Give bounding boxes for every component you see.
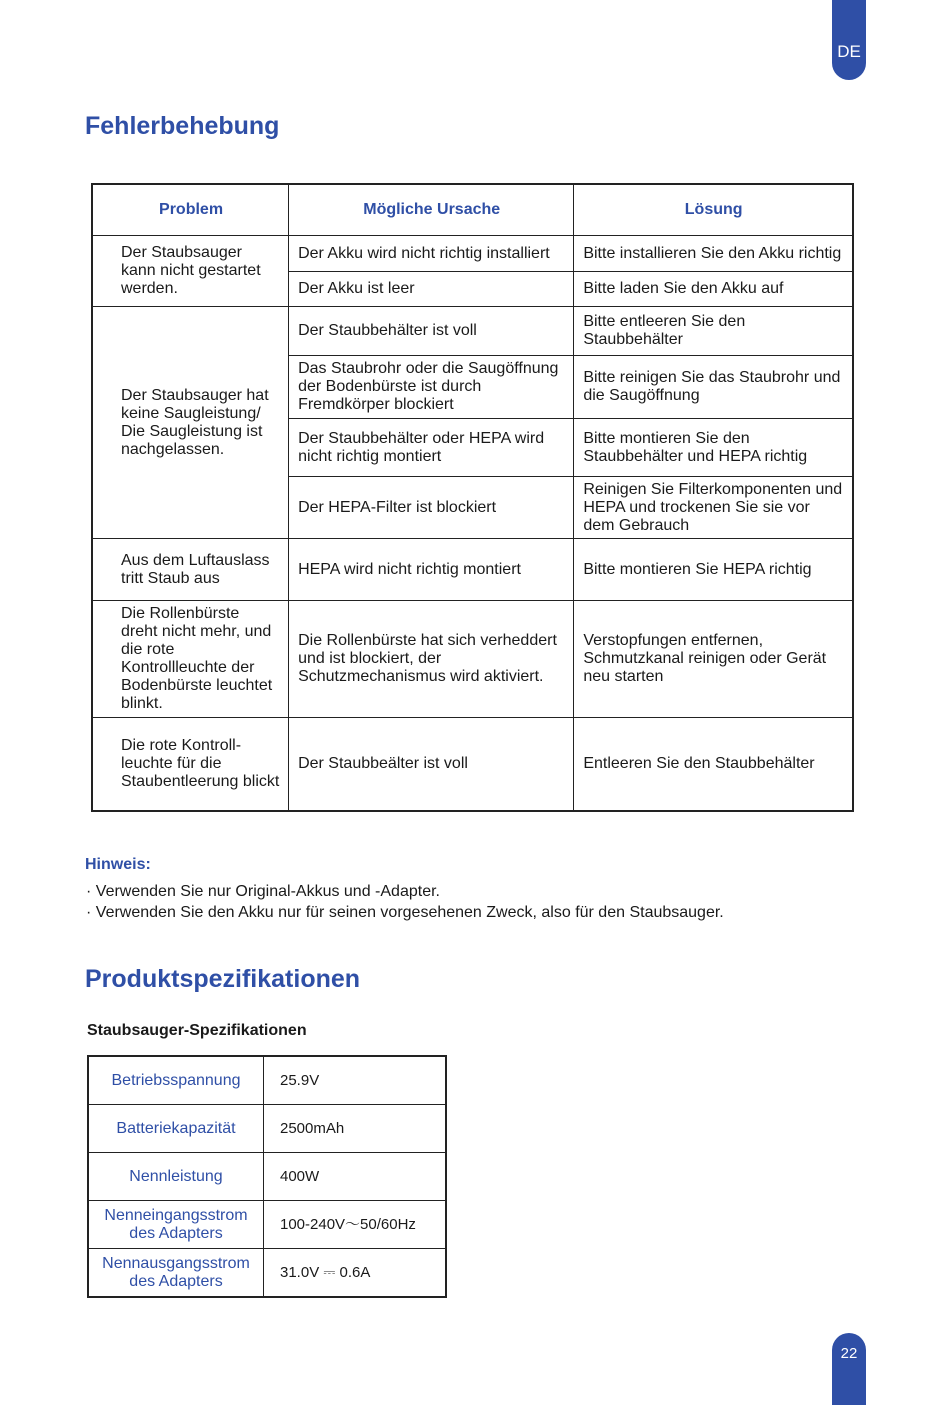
spec-value: 400W — [264, 1153, 447, 1201]
table-row — [92, 236, 853, 272]
solution-cell: Bitte reinigen Sie das Staubrohr und die Saugöffnung — [574, 356, 853, 419]
header-problem: Problem — [92, 184, 289, 236]
problem-cell: Der Staubsauger kann nicht gestartet werden. — [92, 236, 289, 307]
table-row — [92, 539, 853, 601]
cause-cell: Der HEPA-Filter ist blockiert — [289, 477, 574, 539]
solution-cell: Bitte montieren Sie den Staubbehälter und HEPA richtig — [574, 419, 853, 477]
language-tab: DE — [832, 0, 866, 80]
troubleshooting-table — [91, 183, 854, 812]
list-item: · Verwenden Sie nur Original-Akkus und -Adapter. — [86, 881, 724, 902]
header-cause: Mögliche Ursache — [289, 184, 574, 236]
list-item: · Verwenden Sie den Akku nur für seinen vorgesehenen Zweck, also für den Staubsauger. — [86, 902, 724, 923]
solution-cell: Bitte installieren Sie den Akku richtig — [574, 236, 853, 272]
spec-value: 100-240V～50/60Hz — [264, 1201, 447, 1249]
spec-label: Betriebsspannung — [88, 1056, 264, 1105]
solution-cell: Bitte montieren Sie HEPA richtig — [574, 539, 853, 601]
solution-cell: Reinigen Sie Filterkomponenten und HEPA und trockenen Sie sie vor dem Gebrauch — [574, 477, 853, 539]
table-header-row — [92, 184, 853, 236]
spec-label: Batteriekapazität — [88, 1105, 264, 1153]
specifications-title: Produktspezifikationen — [85, 965, 361, 993]
cause-cell: Das Staubrohr oder die Saugöffnung der Bodenbürste ist durch Fremdkörper blockiert — [289, 356, 574, 419]
table-row — [88, 1056, 446, 1105]
cause-cell: Die Rollenbürste hat sich verheddert und ist blockiert, der Schutzmechanismus wird aktiviert. — [289, 601, 574, 718]
table-row — [88, 1249, 446, 1298]
problem-cell: Der Staubsauger hat keine Saugleistung/ Die Saugleistung ist nachgelassen. — [92, 307, 289, 539]
table-row — [88, 1105, 446, 1153]
cause-cell: Der Akku ist leer — [289, 272, 574, 307]
spec-value: 2500mAh — [264, 1105, 447, 1153]
cause-cell: Der Staubbeälter ist voll — [289, 718, 574, 811]
table-row — [92, 307, 853, 356]
solution-cell: Bitte laden Sie den Akku auf — [574, 272, 853, 307]
spec-label: Nennausgangsstrom des Adapters — [88, 1249, 264, 1298]
cause-cell: Der Staubbehälter oder HEPA wird nicht richtig montiert — [289, 419, 574, 477]
solution-cell: Verstopfungen entfernen, Schmutzkanal reinigen oder Gerät neu starten — [574, 601, 853, 718]
table-row — [88, 1153, 446, 1201]
table-row — [88, 1201, 446, 1249]
troubleshooting-title: Fehlerbehebung — [85, 112, 280, 140]
problem-cell: Die Rollenbürste dreht nicht mehr, und die rote Kontrollleuchte der Bodenbürste leuchtet blinkt. — [92, 601, 289, 718]
specifications-table — [87, 1055, 447, 1298]
table-row — [92, 718, 853, 811]
spec-value: 31.0V ⎓ 0.6A — [264, 1249, 447, 1298]
hint-list — [86, 881, 724, 923]
problem-cell: Die rote Kontroll-leuchte für die Staubentleerung blickt — [92, 718, 289, 811]
cause-cell: Der Staubbehälter ist voll — [289, 307, 574, 356]
solution-cell: Entleeren Sie den Staubbehälter — [574, 718, 853, 811]
table-row — [92, 601, 853, 718]
hint-label: Hinweis: — [85, 856, 151, 873]
spec-label: Nenneingangsstrom des Adapters — [88, 1201, 264, 1249]
header-solution: Lösung — [574, 184, 853, 236]
cause-cell: HEPA wird nicht richtig montiert — [289, 539, 574, 601]
specifications-subtitle: Staubsauger-Spezifikationen — [87, 1022, 307, 1039]
spec-value: 25.9V — [264, 1056, 447, 1105]
page-number: 22 — [832, 1333, 866, 1405]
problem-cell: Aus dem Luftauslass tritt Staub aus — [92, 539, 289, 601]
spec-label: Nennleistung — [88, 1153, 264, 1201]
cause-cell: Der Akku wird nicht richtig installiert — [289, 236, 574, 272]
solution-cell: Bitte entleeren Sie den Staubbehälter — [574, 307, 853, 356]
